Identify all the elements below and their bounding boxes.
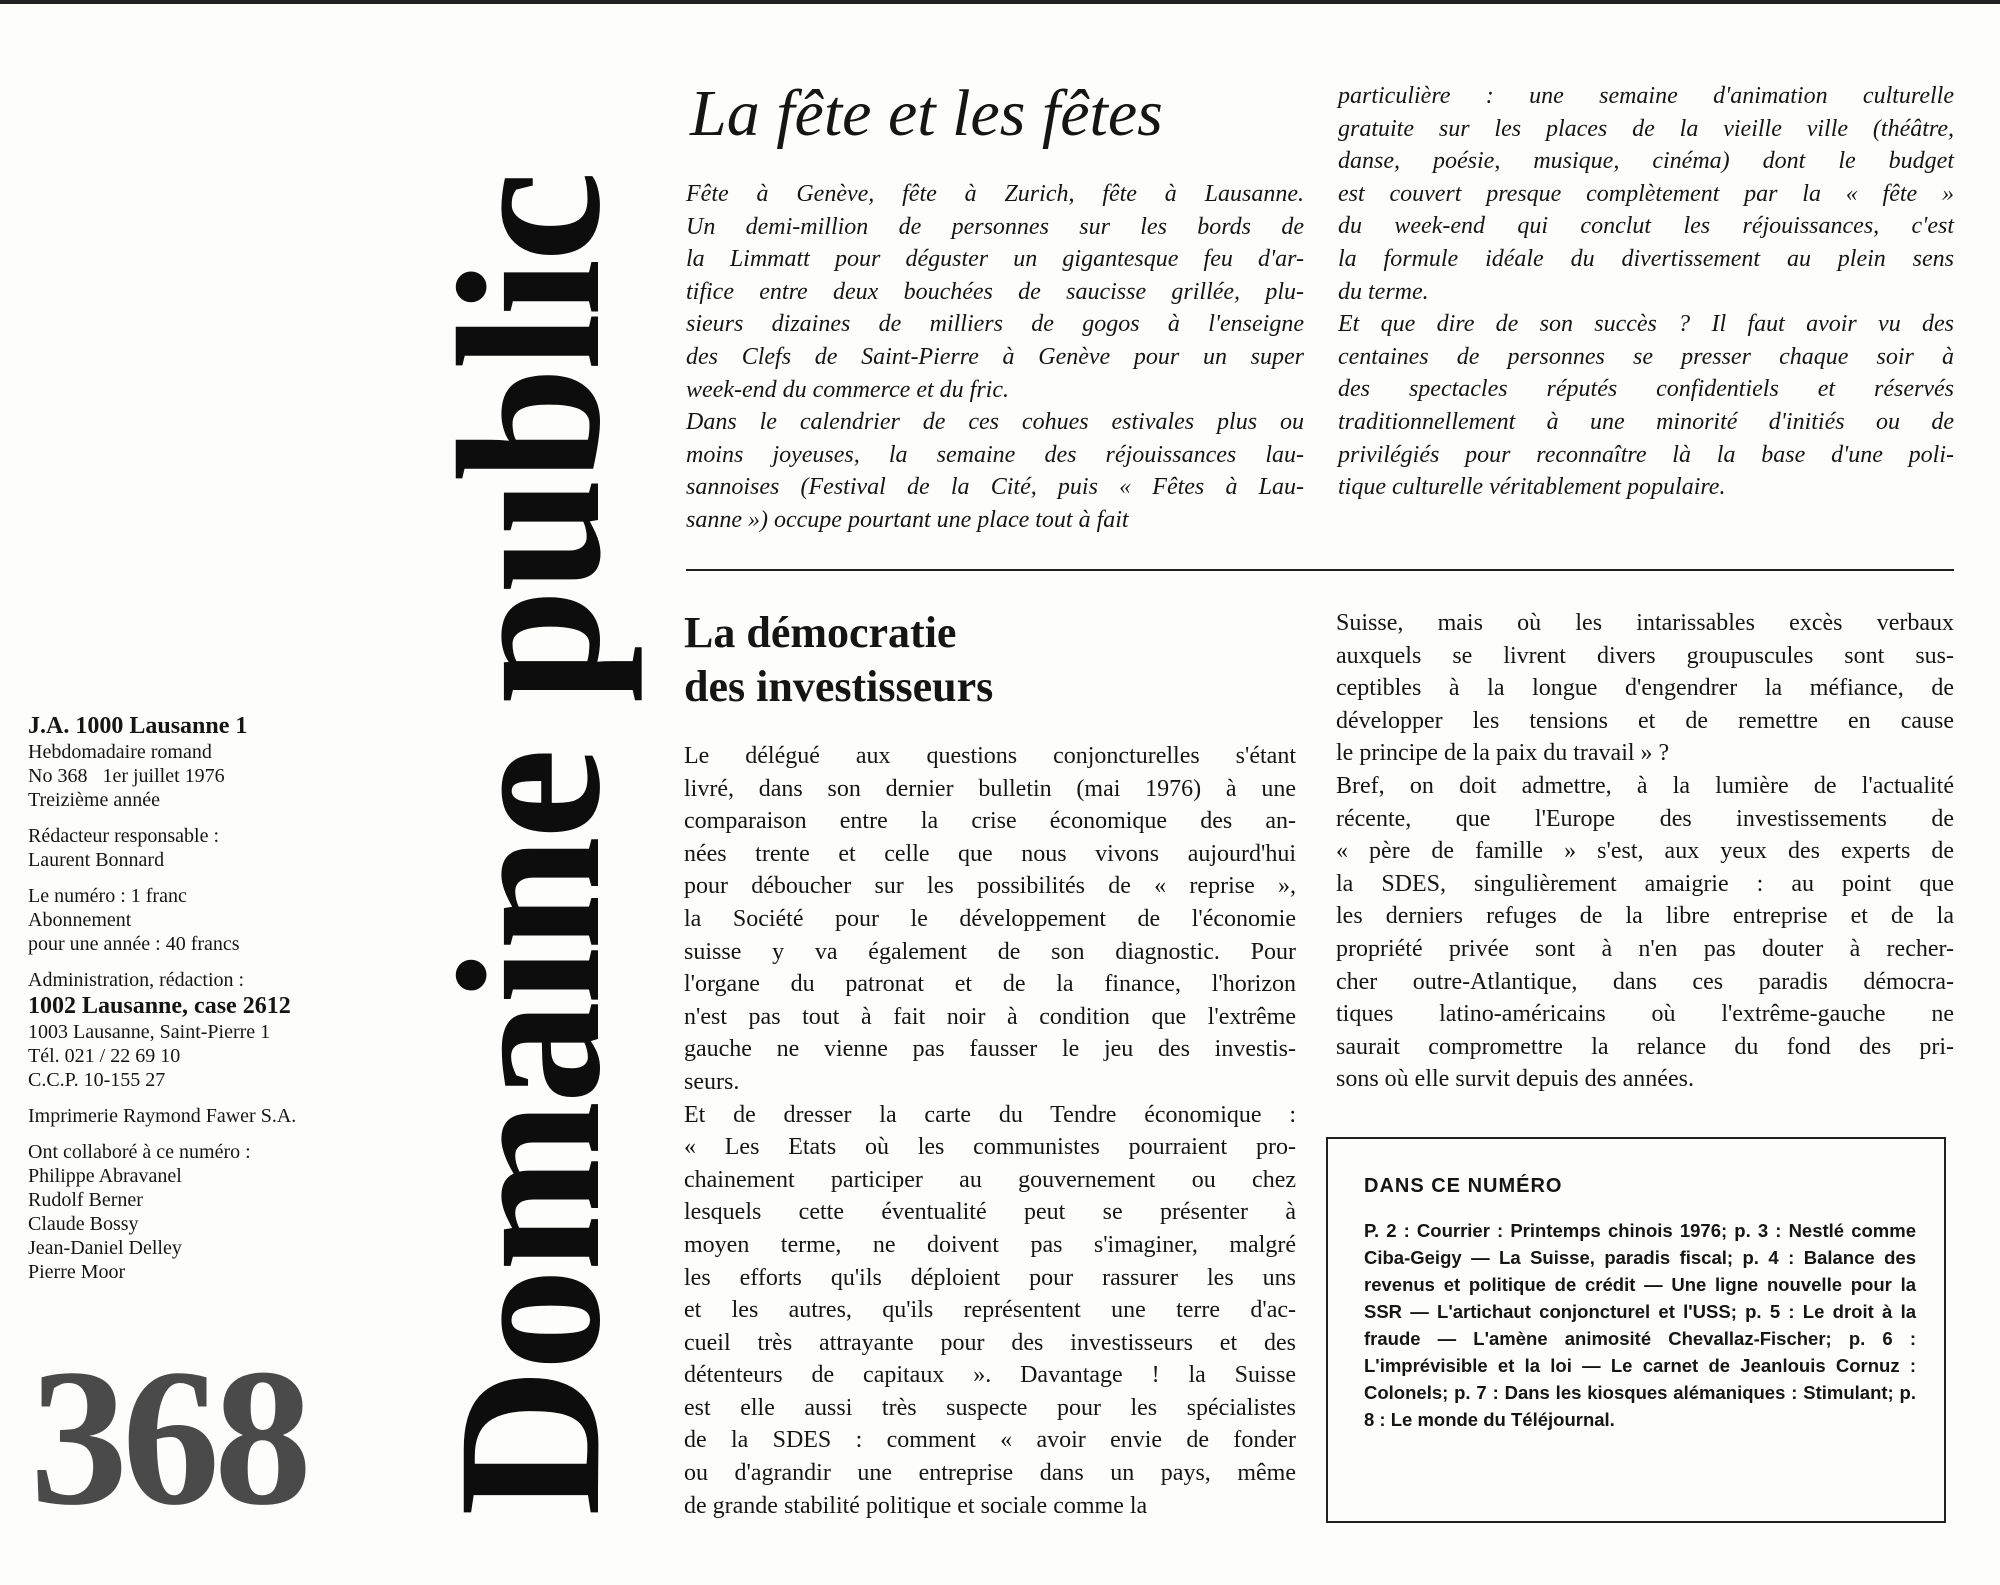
text-line: seurs. — [684, 1068, 740, 1095]
issue-date: 1er juillet 1976 — [102, 765, 225, 787]
text-line: privilégiés pour reconnaître là la base d'une poli- — [1338, 441, 1954, 468]
text-line: ou d'agrandir une entreprise dans un pays, même — [684, 1460, 1296, 1487]
article-1-title: La fête et les fêtes — [690, 77, 1163, 150]
text-line: danse, poésie, musique, cinéma) dont le budget — [1338, 148, 1954, 175]
text-line: détenteurs de capitaux ». Davantage ! la Suisse — [684, 1362, 1296, 1389]
text-line: sannoises (Festival de la Cité, puis « Fêtes à Lau- — [686, 474, 1304, 501]
telephone: Tél. 021 / 22 69 10 — [28, 1045, 181, 1067]
text-line: n'est pas tout à fait noir à condition que l'extrême — [684, 1003, 1296, 1030]
text-line: la formule idéale du divertissement au plein sens — [1338, 245, 1954, 272]
text-line: « père de famille » s'est, aux yeux des experts de — [1336, 838, 1954, 865]
article-2-title-line-1: La démocratie — [684, 608, 957, 657]
text-line: la Limmatt pour déguster un gigantesque feu d'ar- — [686, 246, 1304, 273]
editor-label: Rédacteur responsable : — [28, 825, 220, 847]
subscription-label: Abonnement — [28, 909, 132, 931]
admin-address: 1002 Lausanne, case 2612 — [28, 993, 291, 1019]
price: Le numéro : 1 franc — [28, 885, 187, 907]
masthead: Domaine public — [416, 174, 643, 1516]
contributor: Jean-Daniel Delley — [28, 1237, 182, 1259]
text-line: cher outre-Atlantique, dans ces paradis démocra- — [1336, 968, 1954, 995]
article-1-column-2 — [1338, 80, 1954, 504]
text-line: particulière : une semaine d'animation culturelle — [1338, 83, 1954, 109]
text-line: des Clefs de Saint-Pierre à Genève pour un super — [686, 343, 1304, 370]
text-line: nées trente et celle que nous vivons aujourd'hui — [684, 840, 1296, 867]
text-line: comparaison entre la crise économique des an- — [684, 808, 1296, 835]
text-line: Et de dresser la carte du Tendre économique : — [684, 1101, 1296, 1128]
contributor: Rudolf Berner — [28, 1189, 143, 1211]
text-line: tiques latino-américains où l'extrême-gauche ne — [1336, 1001, 1954, 1028]
section-rule — [686, 569, 1954, 571]
article-2-column-1 — [684, 740, 1296, 1522]
text-line: la SDES, singulièrement amaigrie : au point que — [1336, 870, 1954, 897]
text-line: propriété privée sont à n'en pas douter à recher- — [1336, 935, 1954, 962]
text-line: suisse y va également de son diagnostic. Pour — [684, 938, 1296, 965]
text-line: gratuite sur les places de la vieille ville (théâtre, — [1338, 115, 1954, 142]
contributors-label: Ont collaboré à ce numéro : — [28, 1141, 251, 1163]
printer: Imprimerie Raymond Fawer S.A. — [28, 1105, 297, 1127]
text-line: centaines de personnes se presser chaque soir à — [1338, 343, 1954, 370]
text-line: moyen terme, ne doivent pas s'imaginer, malgré — [684, 1231, 1296, 1258]
contents-heading: DANS CE NUMÉRO — [1364, 1175, 1563, 1197]
text-line: est couvert presque complètement par la « fête » — [1338, 180, 1954, 207]
text-line: de grande stabilité politique et sociale comme la — [684, 1492, 1148, 1519]
postal-code-line: J.A. 1000 Lausanne 1 — [28, 713, 248, 739]
colophon — [28, 712, 398, 1296]
text-line: « Les Etats où les communistes pourraient pro- — [684, 1134, 1296, 1161]
publication-type: Hebdomadaire romand — [28, 741, 212, 763]
contributor: Philippe Abravanel — [28, 1165, 182, 1187]
article-1-column-1 — [686, 178, 1304, 537]
text-line: cueil très attrayante pour des investisseurs et des — [684, 1329, 1296, 1356]
text-line: saurait compromettre la relance du fond des pri- — [1336, 1033, 1954, 1060]
text-line: Fête à Genève, fête à Zurich, fête à Lausanne. — [686, 181, 1304, 207]
text-line: des spectacles réputés confidentiels et réservés — [1338, 376, 1954, 403]
text-line: récente, que l'Europe des investissements de — [1336, 805, 1954, 832]
issue-number: 368 — [30, 1329, 306, 1546]
editor-name: Laurent Bonnard — [28, 849, 165, 871]
text-line: auxquels se livrent divers groupuscules sont sus- — [1336, 642, 1954, 669]
text-line: les derniers refuges de la libre entreprise et de la — [1336, 903, 1954, 930]
text-line: lesquels cette éventualité peut se présenter à — [684, 1199, 1296, 1226]
text-line: pour déboucher sur les possibilités de « reprise », — [684, 873, 1296, 900]
publication-year: Treizième année — [28, 789, 160, 811]
text-line: livré, dans son dernier bulletin (mai 1976) à une — [684, 775, 1296, 802]
top-rule — [0, 0, 2000, 4]
masthead-container — [416, 160, 643, 1530]
text-line: moins joyeuses, la semaine des réjouissances lau- — [686, 441, 1304, 468]
contents-body: P. 2 : Courrier : Printemps chinois 1976; p. 3 : Nestlé comme Ciba-Geigy — La Suisse, paradis fiscal; p. 4 : Balance des revenus et politique de crédit — Une ligne nouvelle pour la SSR — L'artichaut conjoncturel et l'USS; p. 5 : Le droit à la fraude — L'amène animosité Chevallaz-Fischer; p. 6 : L'imprévisible et la loi — Le carnet de Jeanlouis Cornuz : Colonels; p. 7 : Dans les kiosques alémaniques : Stimulant; p. 8 : Le monde du Téléjournal. — [1364, 1220, 1916, 1430]
contents-box — [1326, 1137, 1946, 1523]
text-line: de la SDES : comment « avoir envie de fonder — [684, 1427, 1296, 1454]
text-line: est elle aussi très suspecte pour les spécialistes — [684, 1394, 1296, 1421]
article-2-title — [684, 606, 993, 714]
text-line: Suisse, mais où les intarissables excès verbaux — [1336, 610, 1954, 636]
text-line: ceptibles à la longue d'engendrer la méfiance, de — [1336, 675, 1954, 702]
text-line: le principe de la paix du travail » ? — [1336, 740, 1670, 767]
text-line: chainement participer au gouvernement ou chez — [684, 1166, 1296, 1193]
text-line: Et que dire de son succès ? Il faut avoir vu des — [1338, 311, 1954, 338]
text-line: Bref, on doit admettre, à la lumière de l'actualité — [1336, 772, 1954, 799]
contributor: Pierre Moor — [28, 1261, 126, 1283]
postal-account: C.C.P. 10-155 27 — [28, 1069, 166, 1091]
text-line: sanne ») occupe pourtant une place tout à fait — [686, 506, 1129, 533]
text-line: sieurs dizaines de milliers de gogos à l'enseigne — [686, 311, 1304, 338]
text-line: et les autres, qu'ils représentent une terre d'ac- — [684, 1297, 1296, 1324]
text-line: Dans le calendrier de ces cohues estivales plus ou — [686, 409, 1304, 436]
admin-label: Administration, rédaction : — [28, 969, 245, 991]
text-line: tifice entre deux bouchées de saucisse grillée, plu- — [686, 278, 1304, 305]
issue-no: No 368 — [28, 765, 88, 787]
text-line: l'organe du patronat et de la finance, l'horizon — [684, 971, 1296, 998]
contributor: Claude Bossy — [28, 1213, 139, 1235]
article-2-title-line-2: des investisseurs — [684, 662, 994, 711]
street-address: 1003 Lausanne, Saint-Pierre 1 — [28, 1021, 271, 1043]
text-line: du week-end qui conclut les réjouissances, c'est — [1338, 213, 1954, 240]
text-line: Le délégué aux questions conjoncturelles s'étant — [684, 743, 1296, 769]
subscription-price: pour une année : 40 francs — [28, 933, 240, 955]
text-line: les efforts qu'ils déploient pour rassurer les uns — [684, 1264, 1296, 1291]
text-line: développer les tensions et de remettre en cause — [1336, 707, 1954, 734]
text-line: du terme. — [1338, 278, 1429, 305]
article-2-column-2 — [1336, 607, 1954, 1096]
text-line: traditionnellement à une minorité d'initiés ou de — [1338, 408, 1954, 435]
text-line: la Société pour le développement de l'économie — [684, 905, 1296, 932]
issue-date-line — [28, 764, 398, 788]
text-line: week-end du commerce et du fric. — [686, 376, 1009, 403]
text-line: tique culturelle véritablement populaire. — [1338, 474, 1726, 501]
text-line: Un demi-million de personnes sur les bords de — [686, 213, 1304, 240]
text-line: gauche ne vienne pas fausser le jeu des investis- — [684, 1036, 1296, 1063]
text-line: sons où elle survit depuis des années. — [1336, 1066, 1694, 1093]
